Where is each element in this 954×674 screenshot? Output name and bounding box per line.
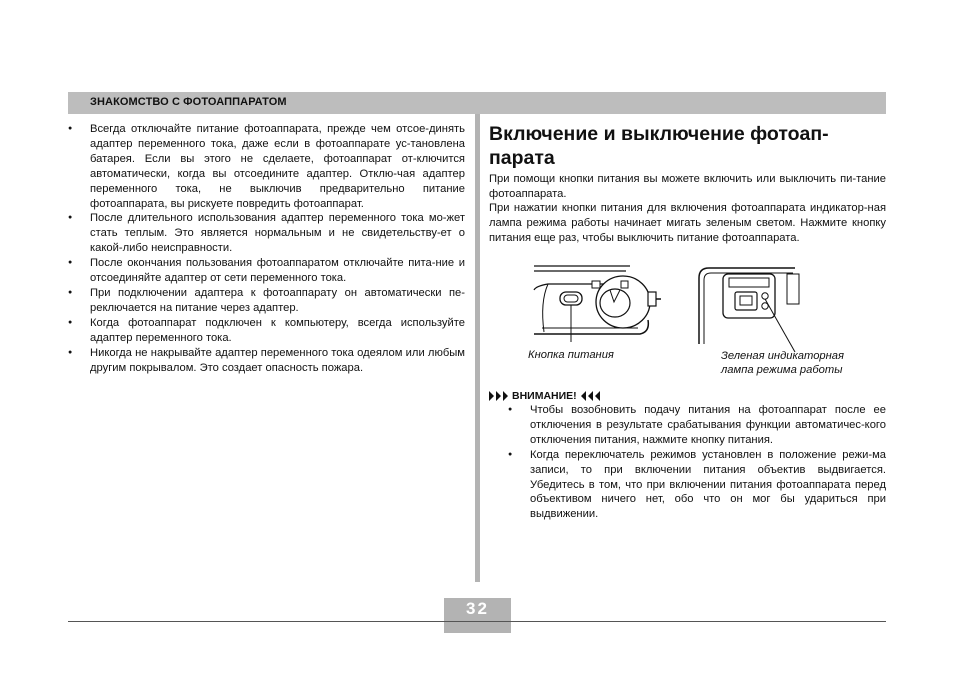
list-item: ● После длительного использования адаптер переменного тока мо-жет стать теплым. Это является нормальным и не свидетельству-ет о какой-либо неисправности. [68, 211, 465, 256]
arrow-right-icon [489, 391, 509, 401]
section-header-bar [68, 92, 886, 114]
caution-label: ВНИМАНИЕ! [512, 390, 577, 402]
list-item: ● Когда фотоаппарат подключен к компьютеру, всегда используйте адаптер переменного тока. [68, 316, 465, 346]
camera-back-illustration [695, 264, 807, 354]
page-number-box [444, 598, 511, 633]
power-button-caption: Кнопка питания [528, 349, 614, 361]
lamp-caption-line2: лампа режима работы [721, 364, 843, 376]
list-item: ● При подключении адаптера к фотоаппарату он автоматически пе-реключается на питание через адаптер. [68, 286, 465, 316]
intro-paragraph: При помощи кнопки питания вы можете включить или выключить пи-тание фотоаппарата. [489, 173, 886, 200]
section-header-title: ЗНАКОМСТВО С ФОТОАППАРАТОМ [90, 96, 287, 108]
list-item: ● Чтобы возобновить подачу питания на фотоаппарат после ее отключения в результате срабатывания функции автоматичес-кого отключения питания, нажмите кнопку питания. [508, 403, 886, 448]
bottom-rule [68, 621, 886, 622]
camera-top-illustration [530, 262, 665, 342]
power-paragraph: При нажатии кнопки питания для включения фотоаппарата индикатор-ная лампа режима работы начинает мигать зеленым светом. Нажмите кнопку питания еще раз, чтобы выключить питание фотоаппарата. [489, 202, 886, 244]
list-item: ● Всегда отключайте питание фотоаппарата, прежде чем отсое-динять адаптер переменного тока, даже если в фотоаппарате ус-тановлена батарея. Если вы этого не сделаете, фотоаппарат от-ключится автоматически, когда вы отсоедините адаптер. Отклю-чая адаптер переменного тока, не выключив предварительно питание фотоаппарата, вы рискуете повредить фотоаппарат. [68, 122, 465, 211]
page-title: Включение и выключение фотоап-парата [489, 123, 829, 169]
lamp-caption-line1: Зеленая индикаторная [721, 350, 844, 362]
list-item: ● Когда переключатель режимов установлен в положение режи-ма записи, то при включении питания объектив выдвигается. Убедитесь в том, что при включении питания фотоаппарата перед объективом ничего нет, обо что он мог бы удариться при выдвижении. [508, 448, 886, 523]
arrow-left-icon [580, 391, 600, 401]
caution-heading [489, 390, 600, 402]
caution-list [508, 403, 886, 522]
column-divider [475, 114, 480, 582]
page-number: 32 [466, 599, 489, 618]
list-item: ● После окончания пользования фотоаппаратом отключайте пита-ние и отсоединяйте адаптер от сети переменного тока. [68, 256, 465, 286]
list-item: ● Никогда не накрывайте адаптер переменного тока одеялом или любым другим покрывалом. Это создает опасность пожара. [68, 346, 465, 376]
left-bullet-list [68, 122, 465, 375]
